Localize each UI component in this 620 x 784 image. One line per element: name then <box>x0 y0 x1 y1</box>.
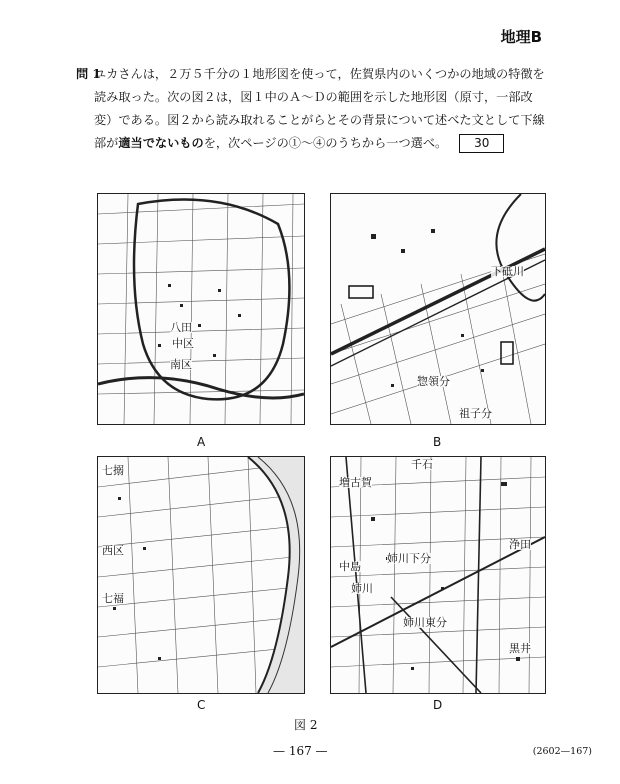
map-c-label-1: 七搦 <box>102 464 124 477</box>
map-b-label-3: 祖子分 <box>459 407 492 420</box>
answer-number-box: 30 <box>459 134 504 153</box>
map-d-label-8: 中島 <box>339 560 361 573</box>
question-label: 問 1 <box>76 67 101 81</box>
map-c-caption: C <box>197 698 206 712</box>
map-d-label-7: 浄田 <box>509 538 531 551</box>
map-d-caption: D <box>433 698 443 712</box>
map-d-label-2: 増古賀 <box>339 476 372 489</box>
map-c <box>97 456 305 694</box>
map-d-label-4: 姉川下分 <box>387 552 431 565</box>
question-block <box>76 63 546 155</box>
map-c-label-2: 西区 <box>102 544 124 557</box>
page-number: — 167 — <box>273 744 328 758</box>
question-text: ユカさんは，２万５千分の１地形図を使って，佐賀県内のいくつかの地域の特徴を読み取った。次の図２は，図１中のＡ～Ｄの範囲を示した地形図（原寸，一部改変）である。図２から読み取れることがらとその背景について述べた文として下線部が <box>94 67 545 150</box>
exam-code: (2602—167) <box>532 746 592 757</box>
map-b-label-2: 惣領分 <box>417 375 450 388</box>
question-text-end: を，次ページの①～④のうちから一つ選べ。 <box>203 136 448 150</box>
map-d-drawing <box>331 457 545 693</box>
subject-title: 地理B <box>500 28 542 46</box>
map-d-label-1: 千石 <box>411 458 433 471</box>
map-c-label-3: 七福 <box>102 592 124 605</box>
map-a <box>97 193 305 425</box>
map-d-label-5: 姉川東分 <box>403 616 447 629</box>
figure-caption: 図 2 <box>294 718 318 732</box>
map-b-label-1: 下砥川 <box>491 265 524 278</box>
map-a-label-2: 中区 <box>172 337 194 350</box>
map-a-label-3: 南区 <box>170 358 192 371</box>
map-a-drawing <box>98 194 304 424</box>
map-d-label-6: 黒井 <box>509 642 531 655</box>
map-a-caption: A <box>197 435 206 449</box>
map-d-label-3: 姉川 <box>351 582 373 595</box>
map-d <box>330 456 546 694</box>
map-b-drawing <box>331 194 545 424</box>
map-c-drawing <box>98 457 304 693</box>
map-a-label-1: 八田 <box>170 321 192 334</box>
map-b-caption: B <box>433 435 442 449</box>
map-b <box>330 193 546 425</box>
question-emphasis: 適当でないもの <box>118 136 204 150</box>
